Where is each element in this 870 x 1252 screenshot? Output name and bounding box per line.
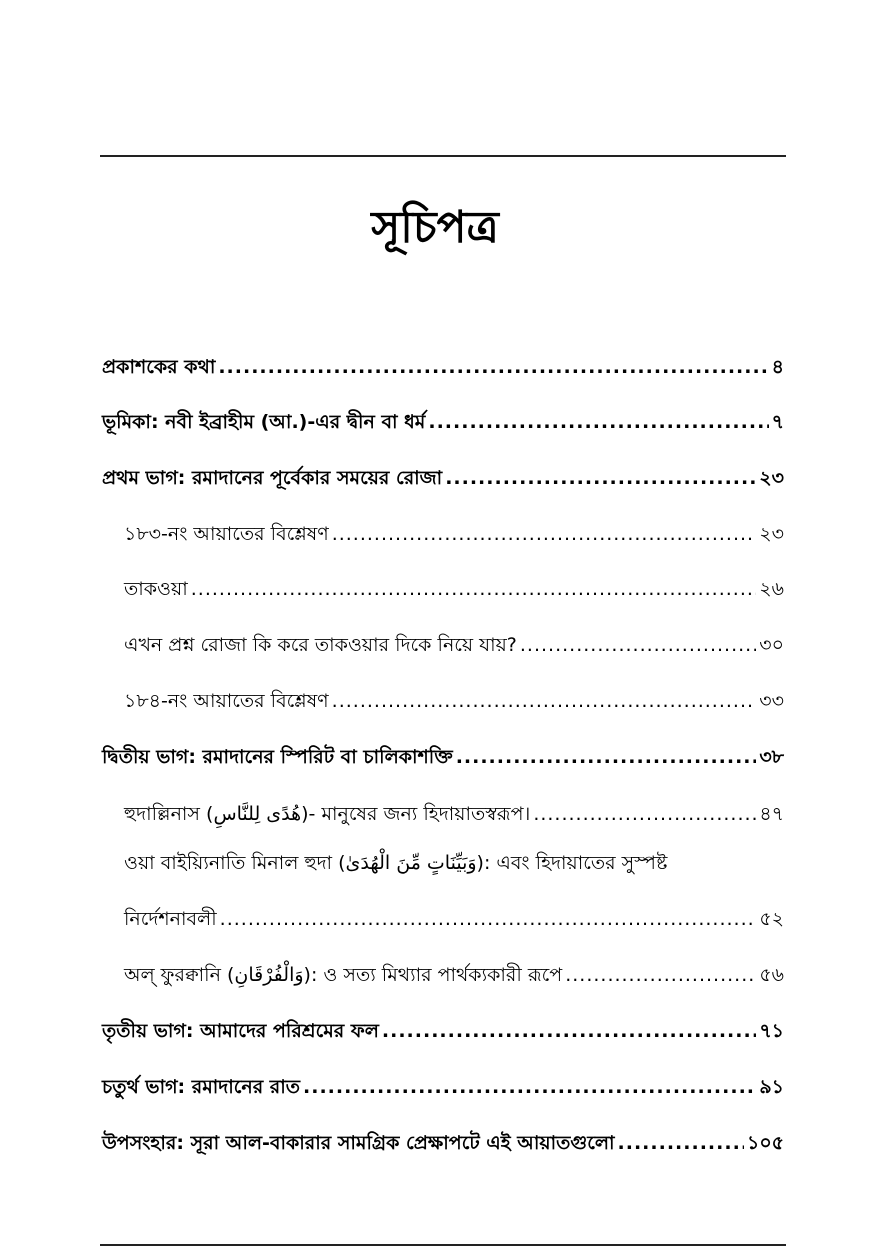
toc-leader: [218, 354, 768, 380]
toc-entry-part-one[interactable]: [102, 451, 784, 491]
toc-entry-label: দ্বিতীয় ভাগ: রমাদানের স্পিরিট বা চালিকাশক্তি: [102, 746, 453, 768]
toc-entry-bayyinat-line1: [124, 850, 784, 876]
toc-entry-page: ৭: [771, 411, 784, 433]
toc-entry-taqwa[interactable]: [124, 562, 784, 602]
toc-entry-page: ২৩: [759, 523, 784, 545]
toc-leader: [618, 1130, 744, 1156]
arabic-phrase: هُدًى لِلنَّاسِ: [213, 803, 302, 825]
toc-entry-question[interactable]: [124, 618, 784, 658]
toc-entry-label: প্রকাশকের কথা: [102, 356, 216, 378]
toc-leader: [220, 906, 757, 932]
toc-leader: [533, 801, 756, 827]
toc-entry-label: [124, 801, 530, 827]
label-part: ): এবং হিদায়াতের সুস্পষ্ট: [476, 852, 668, 874]
toc-entry-part-four[interactable]: [102, 1060, 784, 1100]
toc-entry-label: তৃতীয় ভাগ: আমাদের পরিশ্রমের ফল: [102, 1020, 379, 1042]
toc-leader: [382, 1018, 756, 1044]
toc-entry-label: ভূমিকা: নবী ইব্রাহীম (আ.)-এর দ্বীন বা ধর্ম: [102, 411, 426, 433]
toc-entry-page: ৫৬: [759, 964, 784, 986]
top-rule: [100, 155, 786, 157]
toc-entry-publisher-note[interactable]: [102, 340, 784, 380]
toc-entry-page: ২৬: [759, 578, 784, 600]
toc-entry-label: নির্দেশনাবলী: [124, 908, 217, 930]
toc-leader: [445, 465, 756, 491]
toc-entry-page: ৭১: [759, 1020, 784, 1042]
toc-entry-page: ৩৮: [759, 746, 784, 768]
toc-entry-bayyinat[interactable]: [124, 892, 784, 932]
toc-entry-verse-184[interactable]: [124, 674, 784, 714]
page-title: সূচিপত্র: [371, 202, 499, 253]
toc-entry-page: ৪৭: [759, 803, 784, 825]
toc-entry-introduction[interactable]: [102, 395, 784, 435]
toc-entry-verse-183[interactable]: [124, 507, 784, 547]
toc-leader: [565, 962, 756, 988]
arabic-phrase: وَالْفُرْقَانِ: [234, 964, 304, 986]
label-part: )- মানুষের জন্য হিদায়াতস্বরূপ।: [301, 803, 531, 825]
toc-entry-label: [124, 962, 562, 988]
label-part: অল্ ফুরক্বানি (: [124, 964, 235, 986]
label-part: ওয়া বাইয়্যিনাতি মিনাল হুদা (: [124, 852, 346, 874]
toc-entry-hudan-linnas[interactable]: [124, 787, 784, 827]
toc-entry-label: এখন প্রশ্ন রোজা কি করে তাকওয়ার দিকে নিয়ে যায়?: [124, 634, 517, 656]
toc-leader: [303, 1074, 756, 1100]
arabic-phrase: وَبَيِّنَاتٍ مِّنَ الْهُدَىٰ: [345, 852, 477, 874]
toc-entry-part-three[interactable]: [102, 1004, 784, 1044]
label-part: হুদাল্লিনাস (: [124, 803, 214, 825]
toc-leader: [332, 688, 757, 714]
toc-entry-furqan[interactable]: [124, 948, 784, 988]
toc-entry-part-two[interactable]: [102, 730, 784, 770]
toc-entry-page: ৩৩: [759, 690, 784, 712]
label-part: ): ও সত্য মিথ্যার পার্থক্যকারী রূপে: [303, 964, 563, 986]
toc-leader: [520, 632, 756, 658]
toc-leader: [428, 409, 768, 435]
toc-entry-page: ৯১: [759, 1076, 784, 1098]
toc-leader: [456, 744, 757, 770]
toc-entry-label: ১৮৪-নং আয়াতের বিশ্লেষণ: [124, 690, 329, 712]
toc-entry-label: উপসংহার: সূরা আল-বাকারার সামগ্রিক প্রেক্ষাপটে এই আয়াতগুলো: [102, 1132, 615, 1154]
toc-entry-label: তাকওয়া: [124, 578, 188, 600]
toc-leader: [332, 521, 757, 547]
toc-entry-page: ১০৫: [746, 1132, 784, 1154]
toc-entry-label: চতুর্থ ভাগ: রমাদানের রাত: [102, 1076, 301, 1098]
toc-entry-page: ৪: [771, 356, 784, 378]
toc-entry-conclusion[interactable]: [102, 1116, 784, 1156]
toc-entry-page: ৩০: [759, 634, 784, 656]
toc-entry-label: প্রথম ভাগ: রমাদানের পূর্বেকার সময়ের রোজা: [102, 467, 443, 489]
bottom-rule: [100, 1244, 786, 1246]
toc-entry-page: ২৩: [759, 467, 784, 489]
toc-entry-page: ৫২: [759, 908, 784, 930]
toc-entry-label: ১৮৩-নং আয়াতের বিশ্লেষণ: [124, 523, 329, 545]
toc-leader: [191, 576, 757, 602]
